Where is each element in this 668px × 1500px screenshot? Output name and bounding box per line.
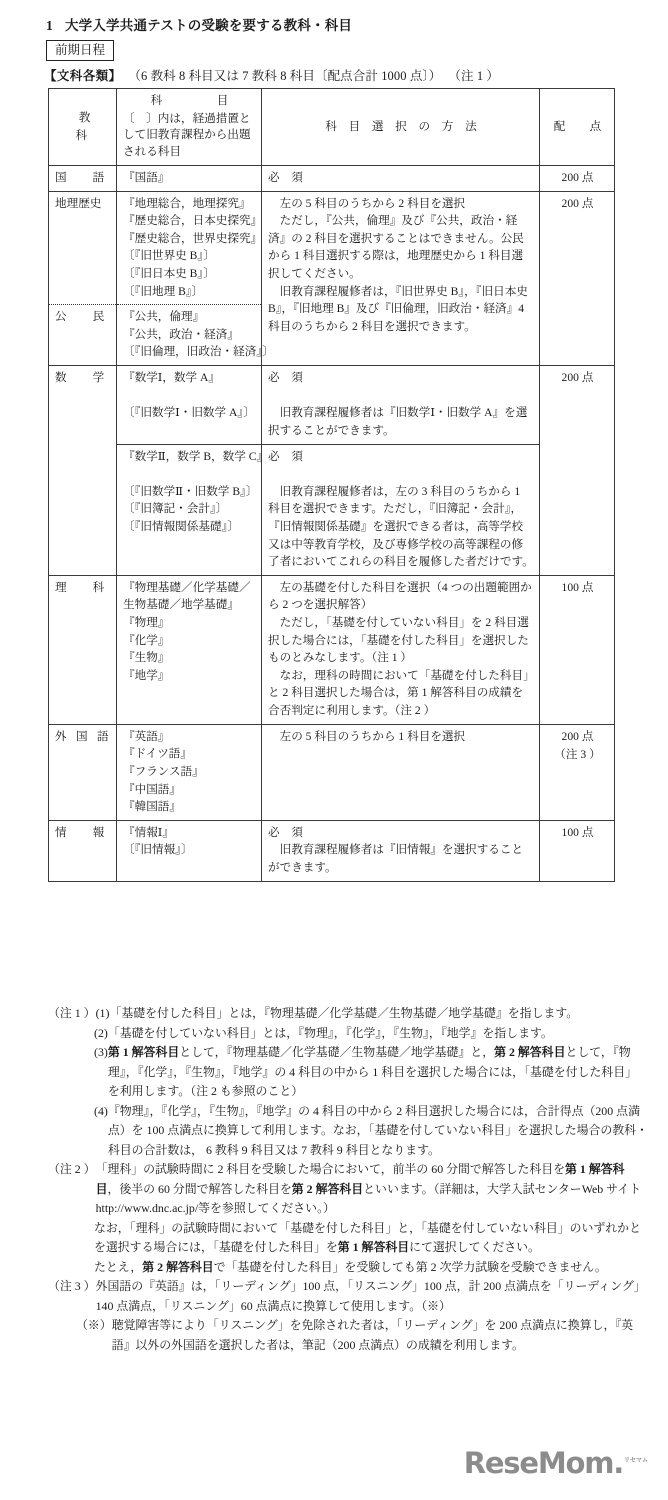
second-answer-subject-emphasis: 第 2 解答科目 (291, 1181, 364, 1196)
logo-period: . (613, 1446, 624, 1480)
row-points: 200 点 (540, 191, 615, 365)
footnote-2-text: 「理科」の試験時間に 2 科目を受験した場合において，前半の 60 分間で解答した科目を第 1 解答科目，後半の 60 分間で解答した科目を第 2 解答科目といいます。（詳細は，大学入試センターWeb サイト http://www.dnc.ac.jp/等を参照してください。） (95, 1162, 642, 1216)
row-method: 左の 5 科目のうちから 1 科目を選択 (262, 724, 540, 820)
first-answer-subject-emphasis: 第 1 解答科目 (107, 1045, 180, 1060)
footnote-1-4-text: 『物理』，『化学』，『生物』，『地学』の 4 科目の中から 2 科目選択した場合には，合計得点（200 点満点）を 100 点満点に換算して利用します。なお，「基礎を付していない科目」を選択した場合の教科・科目の合計数は， 6 教科 9 科目又は 7 教科 9 科目となります。 (107, 1103, 648, 1157)
footnote-3-text: 外国語の『英語』は，「リーディング」100 点，「リスニング」100 点，計 200 点満点を「リーディング」140 点満点，「リスニング」60 点満点に換算して使用します。（※） (95, 1279, 646, 1313)
footnote-1-3 (94, 1043, 648, 1102)
row-items: 『情報Ⅰ』 〔『旧情報』〕 (117, 820, 262, 881)
row-method: 必 須 旧教育課程履修者は『旧情報』を選択することができます。 (262, 820, 540, 881)
row-points: 200 点 (540, 366, 615, 576)
footnote-1-4 (94, 1102, 648, 1161)
footnote-1-2 (94, 1024, 648, 1044)
table-row (49, 366, 615, 444)
header-method: 科 目 選 択 の 方 法 (262, 89, 540, 166)
table-row (49, 191, 615, 305)
row-method: 必 須 旧教育課程履修者は，左の 3 科目のうちから 1 科目を選択できます。ただし，『旧簿記・会計』，『旧情報関係基礎』を選択できる者は，高等学校又は中等教育学校，及び専修学校の高等課程の修了者においてこれらの科目を履修した者だけです。 (262, 444, 540, 575)
table-row (49, 444, 615, 575)
row-subject: 理 科 (49, 575, 117, 724)
row-method: 必 須 (262, 166, 540, 192)
table-row (49, 575, 615, 724)
footnote-2-paragraph-3: たとえ，第 2 解答科目で「基礎を付した科目」を受験しても第 2 次学力試験を受験できません。 (94, 1259, 607, 1274)
subject-requirements-table (48, 88, 615, 882)
second-answer-subject-emphasis: 第 2 解答科目 (494, 1045, 566, 1060)
footnote-1 (48, 1004, 648, 1024)
row-method: 左の基礎を付した科目を選択（4 つの出題範囲から 2 つを選択解答） ただし，「基礎を付していない科目」を 2 科目選択した場合には，「基礎を付した科目」を選択したものとみなします。（注 1 ） なお，理科の時間において「基礎を付した科目」と 2 科目選択した場合は，第 1 解答科目の成績を合否判定に利用します。（注 2 ） (262, 575, 540, 724)
table-row (49, 820, 615, 881)
row-items: 『国語』 (117, 166, 262, 192)
row-subject: 数 学 (49, 366, 117, 576)
header-subject: 教 科 (49, 89, 117, 166)
footnote-1-label: （注 1 ） (48, 1006, 96, 1020)
footnote-2 (48, 1160, 648, 1219)
category-note-ref: （注 1 ） (448, 69, 499, 83)
row-subject: 公 民 (49, 305, 117, 366)
footnote-1-1-label: (1) (95, 1006, 110, 1020)
row-method: 左の 5 科目のうちから 2 科目を選択 ただし，『公共，倫理』及び『公共，政治・経済』の 2 科目を選択することはできません。公民から 1 科目選択する際は，地理歴史から 1 科目選択してください。 旧教育課程履修者は，『旧世界史 B』，『旧日本史 B』，『旧地理 B』及び『旧倫理，旧政治・経済』4 科目のうちから 2 科目を選択できます。 (262, 191, 540, 365)
resemom-logo (463, 1446, 648, 1480)
category-label: 【文科各類】 (44, 69, 122, 83)
footnotes (48, 1004, 648, 1355)
header-items-title: 科 目 (150, 94, 239, 107)
row-items: 『公共，倫理』 『公共，政治・経済』 〔『旧倫理，旧政治・経済』〕 (117, 305, 262, 366)
row-subject: 外 国 語 (49, 724, 117, 820)
footnote-1-4-label: (4) (94, 1103, 108, 1118)
row-items: 『物理基礎／化学基礎／生物基礎／地学基礎』 『物理』 『化学』 『生物』 『地学』 (117, 575, 262, 724)
points-value: 200 点 (561, 729, 594, 743)
footnote-1-3-text: 第 1 解答科目として，『物理基礎／化学基礎／生物基礎／地学基礎』と，第 2 解答科目として，『物理』，『化学』，『生物』，『地学』の 4 科目の中から 1 科目を選択した場合には，「基礎を付した科目」を利用します。（注 2 も参照のこと） (107, 1045, 637, 1099)
footnote-1-1-text: 「基礎を付した科目」とは，『物理基礎／化学基礎／生物基礎／地学基礎』を指します。 (109, 1006, 579, 1020)
points-note-ref: （注 3 ） (554, 748, 601, 762)
header-items (117, 89, 262, 166)
header-points: 配 点 (540, 89, 615, 166)
footnote-3 (48, 1277, 648, 1316)
footnote-1-2-text: 「基礎を付していない科目」とは，『物理』，『化学』，『生物』，『地学』を指します。 (107, 1025, 553, 1040)
footnote-1-3-label: (3) (94, 1045, 108, 1060)
row-items: 『地理総合，地理探究』 『歴史総合，日本史探究』 『歴史総合，世界史探究』 〔『旧世界史 B』〕 〔『旧日本史 B』〕 〔『旧地理 B』〕 (117, 191, 262, 305)
schedule-badge: 前期日程 (46, 40, 114, 61)
section-number: 1 (46, 18, 53, 33)
logo-tagline: リセマム (624, 1457, 648, 1465)
row-method: 必 須 旧教育課程履修者は『旧数学Ⅰ・旧数学 A』を選択することができます。 (262, 366, 540, 444)
footnote-star (76, 1316, 648, 1355)
title-text: 大学入学共通テストの受験を要する教科・科目 (64, 18, 353, 33)
row-items: 『英語』 『ドイツ語』 『フランス語』 『中国語』 『韓国語』 (117, 724, 262, 820)
logo-wordmark: ReseMom (463, 1446, 614, 1480)
footnote-1-2-label: (2) (94, 1025, 108, 1040)
row-points: 100 点 (540, 820, 615, 881)
footnote-2-paragraph-2: なお，「理科」の試験時間において「基礎を付した科目」と，「基礎を付していない科目」のいずれかとを選択する場合には，「基礎を付した科目」を第 1 解答科目にて選択してください。 (94, 1220, 641, 1255)
row-subject: 情 報 (49, 820, 117, 881)
row-points (540, 724, 615, 820)
row-items: 『数学Ⅰ，数学 A』 〔『旧数学Ⅰ・旧数学 A』〕 (117, 366, 262, 444)
footnote-star-label: （※） (76, 1318, 112, 1333)
page-title (46, 14, 352, 34)
row-subject: 地理歴史 (49, 191, 117, 305)
first-answer-subject-emphasis: 第 1 解答科目 (337, 1240, 410, 1255)
row-subject: 国 語 (49, 166, 117, 192)
row-points: 200 点 (540, 166, 615, 192)
footnote-2-label: （注 2 ） (48, 1162, 96, 1177)
table-row (49, 724, 615, 820)
category-line (44, 66, 499, 84)
header-items-note: 〔 〕内は，経過措置として旧教育課程から出題される科目 (123, 111, 251, 159)
second-answer-subject-emphasis: 第 2 解答科目 (142, 1259, 214, 1274)
footnote-3-label: （注 3 ） (48, 1279, 96, 1294)
row-items: 『数学Ⅱ，数学 B，数学 C』 〔『旧数学Ⅱ・旧数学 B』〕 〔『旧簿記・会計』〕 〔『旧情報関係基礎』〕 (117, 444, 262, 575)
table-row (49, 166, 615, 192)
first-answer-subject-emphasis: 第 1 解答科目 (95, 1162, 625, 1196)
footnote-star-text: 聴覚障害等により「リスニング」を免除された者は，「リーディング」を 200 点満点に換算し，『英語』以外の外国語を選択した者は，筆記（200 点満点）の成績を利用します。 (111, 1318, 634, 1352)
category-detail: （6 教科 8 科目又は 7 教科 8 科目〔配点合計 1000 点〕） (128, 69, 442, 83)
row-points: 100 点 (540, 575, 615, 724)
table-header-row (49, 89, 615, 166)
